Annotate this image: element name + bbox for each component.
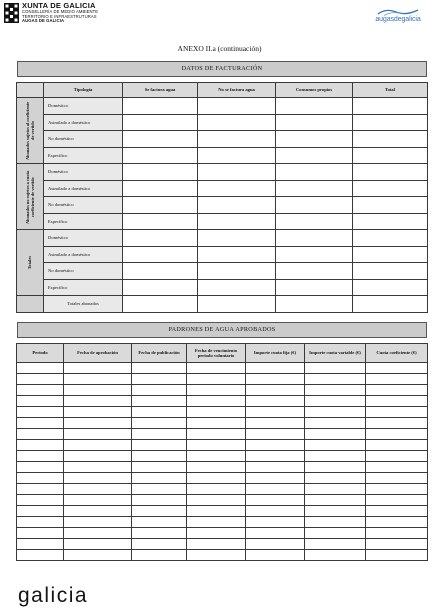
value-cell <box>353 147 428 164</box>
billing-header-cell: Tipología <box>44 83 123 98</box>
padron-row <box>17 385 428 396</box>
padron-cell <box>187 374 246 385</box>
tipologia-cell: No doméstico <box>44 197 123 214</box>
padron-cell <box>64 495 132 506</box>
tipologia-cell: No doméstico <box>44 131 123 148</box>
partner-logo <box>366 8 430 24</box>
padron-cell <box>17 440 64 451</box>
padron-cell <box>246 539 305 550</box>
billing-row <box>17 213 428 230</box>
padron-cell <box>366 374 428 385</box>
value-cell <box>198 279 276 296</box>
padron-cell <box>17 473 64 484</box>
padron-row <box>17 363 428 374</box>
padron-cell <box>305 418 366 429</box>
padron-cell <box>305 385 366 396</box>
padron-cell <box>187 473 246 484</box>
value-cell <box>353 263 428 280</box>
billing-row <box>17 180 428 197</box>
padrones-heading: PADRONES DE AGUA APROBADOS <box>17 322 427 338</box>
billing-row <box>17 131 428 148</box>
padron-cell <box>366 440 428 451</box>
padron-cell <box>305 473 366 484</box>
padron-cell <box>132 429 187 440</box>
padron-cell <box>305 506 366 517</box>
padron-cell <box>64 451 132 462</box>
value-cell <box>123 246 198 263</box>
padron-cell <box>246 385 305 396</box>
padrones-header-cell: Cuota coeficiente (€) <box>366 344 428 363</box>
billing-table <box>16 82 428 313</box>
padron-cell <box>246 506 305 517</box>
value-cell <box>276 131 353 148</box>
padron-cell <box>305 374 366 385</box>
padron-cell <box>17 374 64 385</box>
billing-row <box>17 263 428 280</box>
value-cell <box>198 296 276 313</box>
padron-row <box>17 473 428 484</box>
value-cell <box>198 230 276 247</box>
group-label: Abonados sujetos al coeficiente de vertido <box>24 101 35 160</box>
padron-cell <box>305 396 366 407</box>
padron-cell <box>366 484 428 495</box>
billing-row <box>17 246 428 263</box>
value-cell <box>353 131 428 148</box>
padron-cell <box>64 385 132 396</box>
padron-cell <box>64 484 132 495</box>
tipologia-cell: Asimilado a doméstico <box>44 114 123 131</box>
value-cell <box>276 197 353 214</box>
billing-row <box>17 164 428 181</box>
group-label-wrap <box>17 165 43 229</box>
value-cell <box>353 180 428 197</box>
tipologia-cell: Específico <box>44 147 123 164</box>
padron-cell <box>187 385 246 396</box>
group-label-wrap <box>17 231 43 295</box>
padron-cell <box>187 396 246 407</box>
padron-row <box>17 550 428 561</box>
value-cell <box>276 279 353 296</box>
padron-cell <box>17 495 64 506</box>
billing-row <box>17 279 428 296</box>
group-label-cell <box>17 98 44 164</box>
padron-row <box>17 539 428 550</box>
padron-cell <box>132 407 187 418</box>
value-cell <box>353 114 428 131</box>
padron-row <box>17 484 428 495</box>
padron-cell <box>246 550 305 561</box>
padron-cell <box>187 495 246 506</box>
padron-cell <box>305 539 366 550</box>
padron-cell <box>366 473 428 484</box>
group-label: Abonados no sujetos a cuota coeficiente de vertido <box>24 169 35 224</box>
padron-cell <box>246 396 305 407</box>
padron-cell <box>246 462 305 473</box>
padron-cell <box>64 374 132 385</box>
group-label: Totales <box>27 255 33 270</box>
padron-cell <box>187 429 246 440</box>
padron-cell <box>246 495 305 506</box>
padron-cell <box>132 506 187 517</box>
value-cell <box>198 263 276 280</box>
padron-cell <box>366 528 428 539</box>
padron-cell <box>132 363 187 374</box>
value-cell <box>353 213 428 230</box>
value-cell <box>353 246 428 263</box>
billing-row <box>17 147 428 164</box>
padron-cell <box>305 363 366 374</box>
padrones-header-cell: Importe cuota variable (€) <box>305 344 366 363</box>
value-cell <box>198 98 276 115</box>
tipologia-cell: Doméstico <box>44 230 123 247</box>
padron-cell <box>187 517 246 528</box>
billing-row <box>17 98 428 115</box>
padrones-header-row <box>17 344 428 363</box>
xunta-text-block <box>22 2 98 24</box>
padron-cell <box>187 440 246 451</box>
tipologia-cell: Específico <box>44 279 123 296</box>
padron-cell <box>305 484 366 495</box>
padron-cell <box>366 539 428 550</box>
padron-cell <box>366 407 428 418</box>
value-cell <box>198 246 276 263</box>
value-cell <box>123 279 198 296</box>
department-line: TERRITORIO E INFRAESTRUTURAS <box>22 13 97 19</box>
padron-cell <box>366 462 428 473</box>
padron-cell <box>17 517 64 528</box>
padron-cell <box>246 528 305 539</box>
padron-cell <box>64 440 132 451</box>
tipologia-cell: Doméstico <box>44 164 123 181</box>
padron-cell <box>132 550 187 561</box>
value-cell <box>198 213 276 230</box>
padron-cell <box>305 407 366 418</box>
padron-row <box>17 407 428 418</box>
padron-cell <box>246 451 305 462</box>
padron-cell <box>17 462 64 473</box>
padron-cell <box>17 396 64 407</box>
padron-cell <box>187 418 246 429</box>
value-cell <box>198 197 276 214</box>
billing-row <box>17 197 428 214</box>
padron-cell <box>17 528 64 539</box>
billing-row <box>17 114 428 131</box>
page-title: ANEXO II.a (continuación) <box>177 44 262 53</box>
padron-cell <box>64 407 132 418</box>
padrones-header-cell: Fecha de publicación <box>132 344 187 363</box>
value-cell <box>123 164 198 181</box>
padron-cell <box>305 429 366 440</box>
padron-cell <box>64 363 132 374</box>
padron-cell <box>246 473 305 484</box>
billing-header-cell: Consumos propios <box>276 83 353 98</box>
padron-cell <box>17 539 64 550</box>
padron-row <box>17 506 428 517</box>
padron-cell <box>366 396 428 407</box>
padron-cell <box>132 451 187 462</box>
padron-cell <box>132 385 187 396</box>
padron-cell <box>366 429 428 440</box>
group-label-cell <box>17 230 44 296</box>
padron-cell <box>17 451 64 462</box>
padron-row <box>17 462 428 473</box>
padron-cell <box>246 429 305 440</box>
value-cell <box>198 114 276 131</box>
totals-spacer-cell <box>17 296 44 313</box>
padron-cell <box>17 418 64 429</box>
padron-row <box>17 374 428 385</box>
value-cell <box>123 263 198 280</box>
padron-cell <box>305 440 366 451</box>
padron-cell <box>187 550 246 561</box>
xunta-emblem-icon <box>4 3 19 23</box>
group-label-wrap <box>17 99 43 163</box>
padron-row <box>17 429 428 440</box>
padron-cell <box>366 385 428 396</box>
padron-cell <box>17 550 64 561</box>
padron-cell <box>366 506 428 517</box>
padrones-table <box>16 343 428 561</box>
value-cell <box>198 164 276 181</box>
billing-header-blank <box>17 83 44 98</box>
value-cell <box>198 131 276 148</box>
padron-cell <box>305 495 366 506</box>
padron-cell <box>64 473 132 484</box>
department-line: CONSELLERÍA DE MEDIO AMBIENTE <box>22 9 99 14</box>
value-cell <box>276 114 353 131</box>
padron-cell <box>132 528 187 539</box>
value-cell <box>353 279 428 296</box>
padrones-header-cell: Importe cuota fija (€) <box>246 344 305 363</box>
billing-header-cell: Total <box>353 83 428 98</box>
padrones-header-cell: Fecha de vencimiento periodo voluntario <box>187 344 246 363</box>
value-cell <box>123 213 198 230</box>
padron-cell <box>246 517 305 528</box>
padron-cell <box>64 506 132 517</box>
value-cell <box>123 131 198 148</box>
billing-header-cell: Se factura agua <box>123 83 198 98</box>
padron-cell <box>187 484 246 495</box>
group-label-cell <box>17 164 44 230</box>
value-cell <box>276 164 353 181</box>
padron-cell <box>305 517 366 528</box>
value-cell <box>123 180 198 197</box>
value-cell <box>276 296 353 313</box>
padron-cell <box>366 495 428 506</box>
tipologia-cell: No doméstico <box>44 263 123 280</box>
padron-cell <box>17 363 64 374</box>
value-cell <box>123 230 198 247</box>
padron-cell <box>64 528 132 539</box>
value-cell <box>123 147 198 164</box>
padron-cell <box>246 484 305 495</box>
billing-header-row <box>17 83 428 98</box>
tipologia-cell: Específico <box>44 213 123 230</box>
padrones-header-cell: Periodo <box>17 344 64 363</box>
padron-cell <box>132 484 187 495</box>
value-cell <box>353 230 428 247</box>
padron-cell <box>64 517 132 528</box>
org-name: XUNTA DE GALICIA <box>22 1 96 10</box>
padron-row <box>17 418 428 429</box>
value-cell <box>198 180 276 197</box>
padron-cell <box>187 528 246 539</box>
value-cell <box>276 180 353 197</box>
value-cell <box>276 263 353 280</box>
padrones-table-body <box>17 344 428 561</box>
padron-row <box>17 440 428 451</box>
value-cell <box>276 213 353 230</box>
padron-cell <box>132 517 187 528</box>
agency-name: AUGAS DE GALICIA <box>22 18 65 24</box>
padron-cell <box>305 451 366 462</box>
padron-cell <box>64 396 132 407</box>
padron-cell <box>366 451 428 462</box>
padron-cell <box>187 407 246 418</box>
totals-label-cell: Totales abonados <box>44 296 123 313</box>
padron-cell <box>132 396 187 407</box>
padron-cell <box>132 539 187 550</box>
value-cell <box>276 98 353 115</box>
partner-logo-text: augasdegalicia <box>375 16 421 23</box>
galicia-footer-logo: galicia <box>18 584 89 607</box>
padron-cell <box>366 418 428 429</box>
padron-cell <box>64 429 132 440</box>
padron-cell <box>132 495 187 506</box>
padron-cell <box>366 517 428 528</box>
padron-cell <box>64 462 132 473</box>
padron-cell <box>187 363 246 374</box>
padron-cell <box>64 550 132 561</box>
value-cell <box>353 197 428 214</box>
padron-cell <box>187 506 246 517</box>
value-cell <box>123 98 198 115</box>
padrones-header-cell: Fecha de aprobación <box>64 344 132 363</box>
tipologia-cell: Doméstico <box>44 98 123 115</box>
padron-cell <box>305 550 366 561</box>
padron-cell <box>187 462 246 473</box>
padron-cell <box>366 363 428 374</box>
padron-cell <box>366 550 428 561</box>
padron-row <box>17 495 428 506</box>
padron-row <box>17 528 428 539</box>
value-cell <box>353 164 428 181</box>
padron-cell <box>64 539 132 550</box>
value-cell <box>123 114 198 131</box>
padron-cell <box>17 506 64 517</box>
padron-row <box>17 517 428 528</box>
wave-icon <box>376 8 420 16</box>
padron-cell <box>187 539 246 550</box>
padron-cell <box>17 484 64 495</box>
padron-cell <box>246 363 305 374</box>
padron-cell <box>246 440 305 451</box>
value-cell <box>198 147 276 164</box>
padron-cell <box>305 462 366 473</box>
value-cell <box>123 296 198 313</box>
padron-cell <box>246 374 305 385</box>
value-cell <box>353 296 428 313</box>
padron-cell <box>187 451 246 462</box>
value-cell <box>276 147 353 164</box>
padron-cell <box>132 418 187 429</box>
padron-cell <box>17 407 64 418</box>
billing-row <box>17 230 428 247</box>
tipologia-cell: Asimilado a doméstico <box>44 180 123 197</box>
padron-cell <box>132 374 187 385</box>
padron-cell <box>246 418 305 429</box>
padron-cell <box>305 528 366 539</box>
padron-cell <box>132 462 187 473</box>
billing-header-cell: No se factura agua <box>198 83 276 98</box>
padron-cell <box>132 473 187 484</box>
padron-cell <box>64 418 132 429</box>
padron-cell <box>246 407 305 418</box>
billing-heading: DATOS DE FACTURACIÓN <box>17 61 427 77</box>
padron-cell <box>17 429 64 440</box>
billing-totals-row <box>17 296 428 313</box>
padron-cell <box>132 440 187 451</box>
value-cell <box>123 197 198 214</box>
value-cell <box>276 230 353 247</box>
value-cell <box>276 246 353 263</box>
padron-cell <box>17 385 64 396</box>
padron-row <box>17 396 428 407</box>
billing-table-body <box>17 83 428 313</box>
tipologia-cell: Asimilado a doméstico <box>44 246 123 263</box>
value-cell <box>353 98 428 115</box>
padron-row <box>17 451 428 462</box>
